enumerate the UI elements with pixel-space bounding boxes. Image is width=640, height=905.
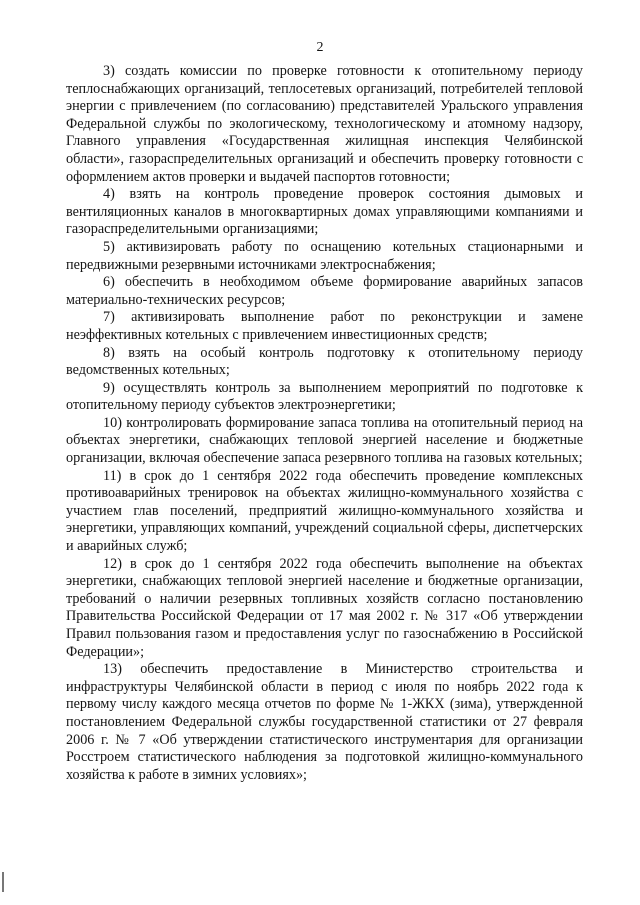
- paragraph-item-11: 11) в срок до 1 сентября 2022 года обеспечить проведение комплексных противоаварийных тренировок на объектах жилищно-коммунального хозяйства с участием глав поселений, предприятий жилищно-коммунального хозяйства и энергетики, управляющих компаний, учреждений социальной сферы, диспетчерских и аварийных служб;: [66, 467, 583, 555]
- scan-edge-mark: [2, 872, 4, 892]
- paragraph-item-6: 6) обеспечить в необходимом объеме формирование аварийных запасов материально-технических ресурсов;: [66, 274, 583, 308]
- paragraph-item-8: 8) взять на особый контроль подготовку к отопительному периоду ведомственных котельных;: [66, 344, 583, 379]
- paragraph-item-13: 13) обеспечить предоставление в Министерство строительства и инфраструктуры Челябинской области в период с июля по ноябрь 2022 года к первому числу каждого месяца отчетов по форме № 1-ЖКХ (зима), утвержденной постановлением Федеральной службы государственной статистики от 27 февраля 2006 г. № 7 «Об утверждении статистического инструментария для организации Росстроем статистического наблюдения за подготовкой жилищно-коммунального хозяйства к работе в зимних условиях»;: [66, 661, 583, 783]
- paragraph-item-12: 12) в срок до 1 сентября 2022 года обеспечить выполнение на объектах энергетики, снабжающих тепловой энергией население и бюджетные организации, требований о наличии резервных топливных хозяйств согласно постановлению Правительства Российской Федерации от 17 мая 2002 г. № 317 «Об утверждении Правил пользования газом и предоставления услуг по газоснабжению в Российской Федерации»;: [66, 555, 583, 660]
- paragraph-item-9: 9) осуществлять контроль за выполнением мероприятий по подготовке к отопительному периоду субъектов электроэнергетики;: [66, 379, 583, 414]
- paragraph-item-10: 10) контролировать формирование запаса топлива на отопительный период на объектах энергетики, снабжающих тепловой энергией население и бюджетные организации, включая обеспечение запаса резервного топлива на газовых котельных;: [66, 414, 583, 467]
- paragraph-item-5: 5) активизировать работу по оснащению котельных стационарными и передвижными резервными источниками электроснабжения;: [66, 238, 583, 273]
- paragraph-item-4: 4) взять на контроль проведение проверок состояния дымовых и вентиляционных каналов в многоквартирных домах управляющими компаниями и газораспределительными организациями;: [66, 186, 583, 238]
- document-body: [66, 63, 583, 784]
- paragraph-item-3: 3) создать комиссии по проверке готовности к отопительному периоду теплоснабжающих организаций, теплосетевых организаций, потребителей тепловой энергии с привлечением (по согласованию) представителей Уральского управления Федеральной службы по экологическому, технологическому и атомному надзору, Главного управления «Государственная жилищная инспекция Челябинской области», газораспределительных организаций и обеспечить проверку готовности с оформлением актов проверки и выдачей паспортов готовности;: [66, 63, 583, 185]
- paragraph-item-7: 7) активизировать выполнение работ по реконструкции и замене неэффективных котельных с привлечением инвестиционных средств;: [66, 309, 583, 343]
- page-number: 2: [316, 40, 324, 55]
